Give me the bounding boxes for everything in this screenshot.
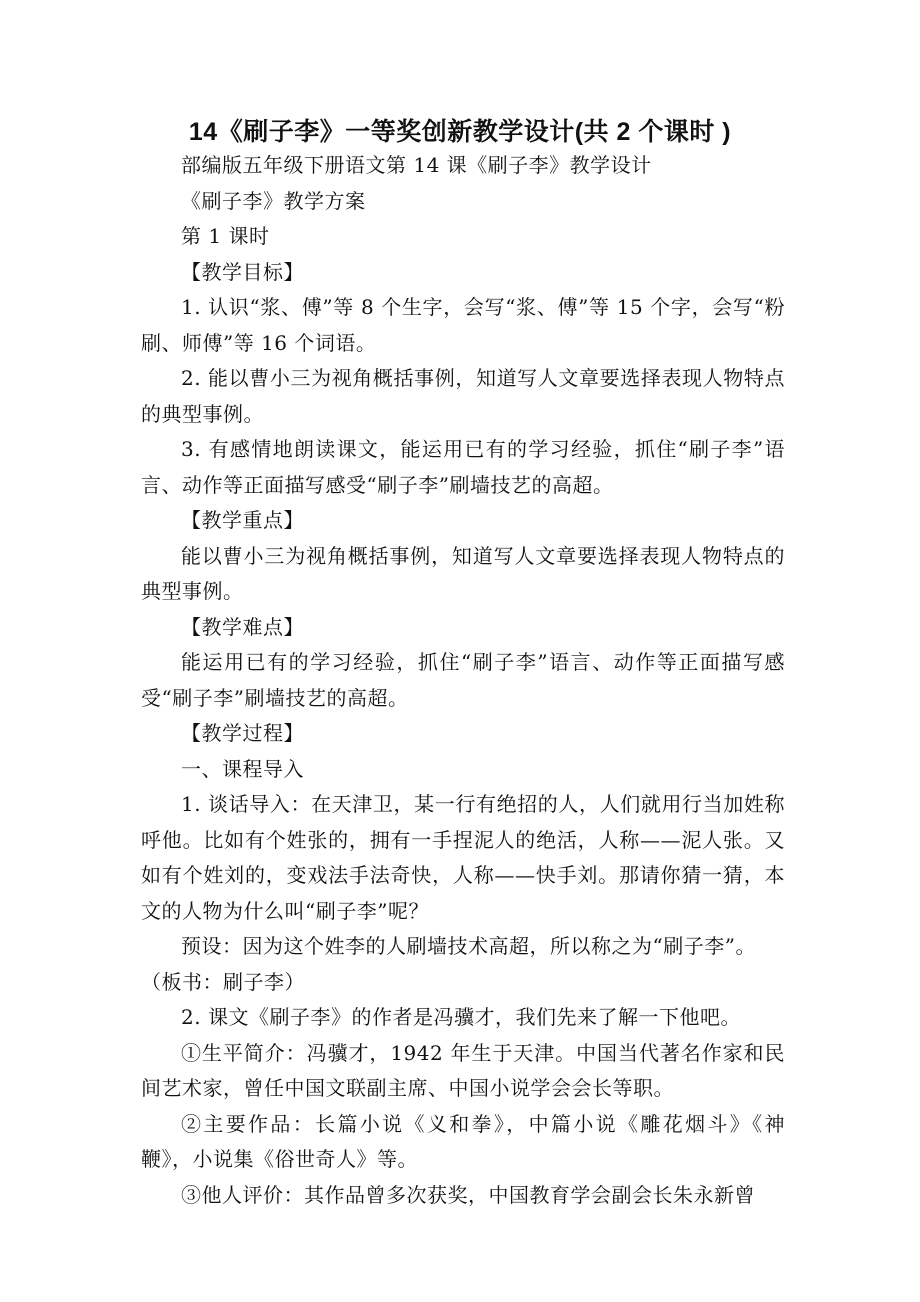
document-body xyxy=(141,148,785,1213)
paragraph-preset: 预设：因为这个姓李的人刷墙技术高超，所以称之为“刷子李”。 xyxy=(181,934,756,958)
section-heading-key-points: 【教学重点】 xyxy=(181,508,304,532)
paragraph-lesson-number: 第 1 课时 xyxy=(181,224,270,248)
section-heading-objectives: 【教学目标】 xyxy=(181,259,304,284)
paragraph-author-intro: 2. 课文《刷子李》的作者是冯骥才，我们先来了解一下他吧。 xyxy=(181,1005,741,1029)
paragraph-course-intro-heading: 一、课程导入 xyxy=(181,756,304,781)
document-title: 14《刷子李》一等奖创新教学设计(共 2 个课时 ) xyxy=(188,118,732,146)
paragraph-talk-intro: 1. 谈话导入：在天津卫，某一行有绝招的人，人们就用行当加姓称呼他。比如有个姓张的，拥有一手捏泥人的绝活，人称——泥人张。又如有个姓刘的，变戏法手法奇快，人称——快手刘。那请你猜一猜，本文的人物为什么叫“刷子李”呢？ xyxy=(141,792,785,923)
paragraph-author-bio: ①生平简介：冯骥才，1942 年生于天津。中国当代著名作家和民间艺术家，曾任中国文联副主席、中国小说学会会长等职。 xyxy=(141,1040,785,1100)
paragraph-plan-title: 《刷子李》教学方案 xyxy=(181,188,366,213)
paragraph-objective-2: 2. 能以曹小三为视角概括事例，知道写人文章要选择表现人物特点的典型事例。 xyxy=(141,366,785,426)
paragraph-difficulties: 能运用已有的学习经验，抓住“刷子李”语言、动作等正面描写感受“刷子李”刷墙技艺的高超。 xyxy=(141,650,785,710)
section-heading-process: 【教学过程】 xyxy=(181,721,304,745)
paragraph-author-evaluation: ③他人评价：其作品曾多次获奖，中国教育学会副会长朱永新曾 xyxy=(181,1182,755,1207)
paragraph-objective-1: 1. 认识“浆、傅”等 8 个生字，会写“浆、傅”等 15 个字，会写“粉刷、师傅”等 16 个词语。 xyxy=(141,295,785,355)
paragraph-objective-3: 3. 有感情地朗读课文，能运用已有的学习经验，抓住“刷子李”语言、动作等正面描写感受“刷子李”刷墙技艺的高超。 xyxy=(141,437,785,497)
paragraph-author-works: ②主要作品：长篇小说《义和拳》，中篇小说《雕花烟斗》《神鞭》，小说集《俗世奇人》等。 xyxy=(141,1111,785,1171)
paragraph-key-points: 能以曹小三为视角概括事例，知道写人文章要选择表现人物特点的典型事例。 xyxy=(141,543,785,603)
paragraph-board-note: （板书：刷子李） xyxy=(141,969,305,994)
section-heading-difficulties: 【教学难点】 xyxy=(181,614,304,639)
paragraph-subtitle: 部编版五年级下册语文第 14 课《刷子李》教学设计 xyxy=(181,153,652,177)
